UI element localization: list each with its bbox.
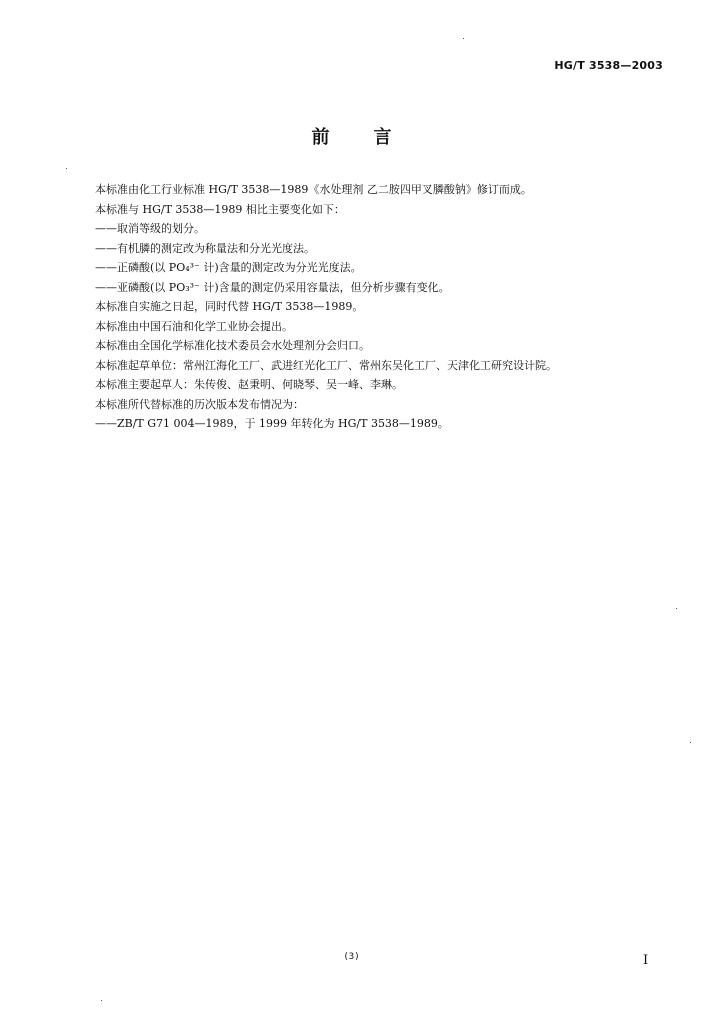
list-item: ——亚磷酸(以 PO₃³⁻ 计)含量的测定仍采用容量法，但分析步骤有变化。 xyxy=(95,280,450,294)
paragraph: 本标准与 HG/T 3538—1989 相比主要变化如下： xyxy=(95,202,345,216)
page-number: (3) xyxy=(343,952,360,962)
scan-speck xyxy=(463,38,464,39)
paragraph: 本标准由中国石油和化学工业协会提出。 xyxy=(95,319,293,333)
paragraph: 本标准由全国化学标准化技术委员会水处理剂分会归口。 xyxy=(95,339,370,352)
standard-code: HG/T 3538—2003 xyxy=(554,59,663,72)
scan-speck xyxy=(66,168,67,169)
paragraph: 本标准由化工行业标准 HG/T 3538—1989《水处理剂 乙二胺四甲叉膦酸钠》修订而成。 xyxy=(95,183,532,196)
foreword-body xyxy=(95,180,665,434)
scan-speck xyxy=(690,742,691,743)
page-title-char-2: 言 xyxy=(373,127,392,148)
paragraph: 本标准所代替标准的历次版本发布情况为： xyxy=(95,397,304,411)
paragraph: 本标准主要起草人：朱传俊、赵秉明、何晓琴、吴一峰、李琳。 xyxy=(95,378,403,391)
roman-folio: I xyxy=(643,953,649,968)
scan-speck xyxy=(676,608,677,609)
list-item: ——ZB/T G71 004—1989，于 1999 年转化为 HG/T 3538—1989。 xyxy=(95,417,449,430)
list-item: ——取消等级的划分。 xyxy=(95,222,205,235)
paragraph: 本标准起草单位：常州江海化工厂、武进红光化工厂、常州东吴化工厂、天津化工研究设计院。 xyxy=(95,358,557,372)
scan-speck xyxy=(101,1000,102,1001)
page-title-char-1: 前 xyxy=(311,127,330,148)
paragraph: 本标准自实施之日起，同时代替 HG/T 3538—1989。 xyxy=(95,300,364,313)
list-item: ——正磷酸(以 PO₄³⁻ 计)含量的测定改为分光光度法。 xyxy=(95,261,362,274)
list-item: ——有机膦的测定改为称量法和分光光度法。 xyxy=(95,241,315,255)
page-title xyxy=(0,123,703,149)
